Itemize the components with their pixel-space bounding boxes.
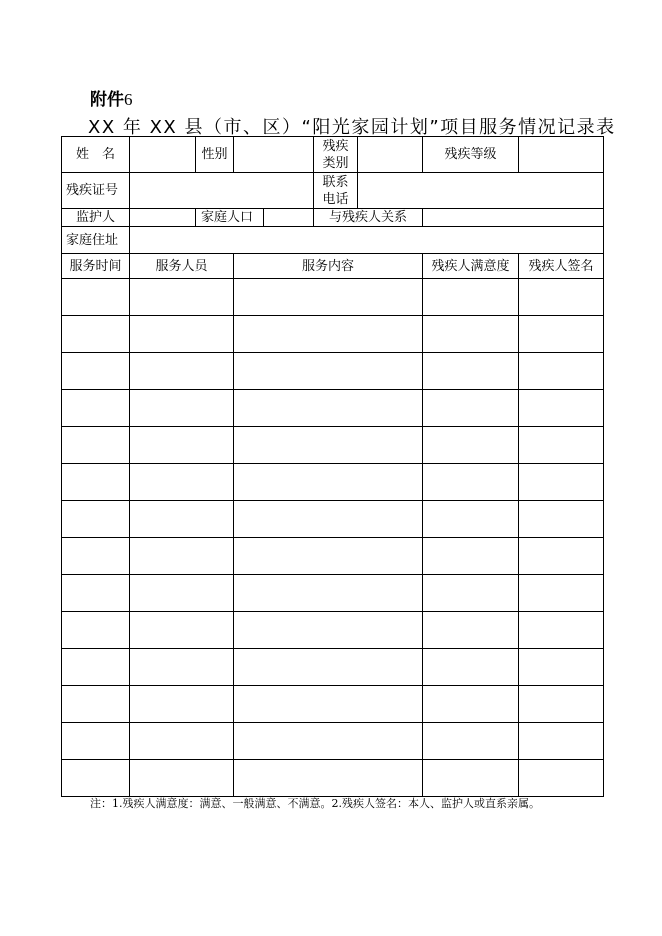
service-row [62, 279, 604, 316]
header-signature: 残疾人签名 [519, 254, 604, 279]
service-cell[interactable] [62, 353, 130, 390]
service-cell[interactable] [130, 649, 234, 686]
service-cell[interactable] [234, 279, 423, 316]
service-cell[interactable] [130, 464, 234, 501]
service-cell[interactable] [130, 316, 234, 353]
service-cell[interactable] [62, 723, 130, 760]
header-service-time: 服务时间 [62, 254, 130, 279]
service-cell[interactable] [62, 760, 130, 797]
disability-cert-cell[interactable] [130, 173, 314, 209]
header-satisfaction: 残疾人满意度 [423, 254, 519, 279]
service-row [62, 390, 604, 427]
service-cell[interactable] [62, 686, 130, 723]
service-cell[interactable] [519, 353, 604, 390]
service-cell[interactable] [423, 427, 519, 464]
service-cell[interactable] [519, 316, 604, 353]
gender-label: 性别 [196, 137, 234, 173]
service-row [62, 723, 604, 760]
household-label: 家庭人口 [196, 209, 314, 227]
relation-cell[interactable] [423, 209, 604, 227]
service-cell[interactable] [423, 686, 519, 723]
service-cell[interactable] [519, 390, 604, 427]
service-cell[interactable] [423, 501, 519, 538]
service-cell[interactable] [519, 686, 604, 723]
service-cell[interactable] [423, 760, 519, 797]
service-cell[interactable] [423, 538, 519, 575]
disability-type-label: 残疾类别 [314, 137, 358, 173]
service-cell[interactable] [234, 427, 423, 464]
service-row [62, 464, 604, 501]
service-cell[interactable] [423, 575, 519, 612]
service-cell[interactable] [519, 575, 604, 612]
service-cell[interactable] [234, 538, 423, 575]
service-cell[interactable] [519, 538, 604, 575]
disability-cert-label: 残疾证号 [62, 173, 130, 209]
service-cell[interactable] [62, 575, 130, 612]
service-cell[interactable] [234, 316, 423, 353]
service-cell[interactable] [62, 538, 130, 575]
service-row [62, 316, 604, 353]
service-cell[interactable] [62, 501, 130, 538]
form-title: XX 年 XX 县（市、区）“阳光家园计划”项目服务情况记录表 [88, 117, 616, 138]
service-cell[interactable] [130, 612, 234, 649]
service-cell[interactable] [519, 723, 604, 760]
service-cell[interactable] [130, 575, 234, 612]
service-cell[interactable] [519, 501, 604, 538]
service-row [62, 575, 604, 612]
guardian-cell[interactable] [130, 209, 196, 227]
service-cell[interactable] [130, 760, 234, 797]
service-cell[interactable] [234, 686, 423, 723]
service-cell[interactable] [234, 760, 423, 797]
service-cell[interactable] [130, 538, 234, 575]
gender-cell[interactable] [234, 137, 314, 173]
service-cell[interactable] [423, 353, 519, 390]
service-cell[interactable] [234, 501, 423, 538]
service-cell[interactable] [423, 316, 519, 353]
service-row [62, 538, 604, 575]
service-cell[interactable] [130, 427, 234, 464]
service-cell[interactable] [62, 612, 130, 649]
service-row [62, 649, 604, 686]
guardian-label: 监护人 [62, 209, 130, 227]
service-cell[interactable] [423, 390, 519, 427]
service-cell[interactable] [519, 464, 604, 501]
service-cell[interactable] [130, 723, 234, 760]
service-cell[interactable] [62, 464, 130, 501]
service-cell[interactable] [423, 279, 519, 316]
service-cell[interactable] [62, 279, 130, 316]
service-cell[interactable] [234, 723, 423, 760]
service-cell[interactable] [234, 353, 423, 390]
service-row [62, 686, 604, 723]
service-cell[interactable] [423, 464, 519, 501]
service-cell[interactable] [62, 427, 130, 464]
service-cell[interactable] [234, 575, 423, 612]
attachment-label: 附件6 [90, 90, 133, 110]
header-service-staff: 服务人员 [130, 254, 234, 279]
service-cell[interactable] [234, 612, 423, 649]
service-cell[interactable] [423, 649, 519, 686]
service-cell[interactable] [130, 279, 234, 316]
service-row [62, 427, 604, 464]
name-label: 姓 名 [62, 137, 130, 173]
service-row [62, 353, 604, 390]
service-cell[interactable] [423, 723, 519, 760]
service-cell[interactable] [234, 390, 423, 427]
service-cell[interactable] [130, 501, 234, 538]
service-cell[interactable] [519, 427, 604, 464]
service-cell[interactable] [62, 649, 130, 686]
address-cell[interactable] [130, 227, 604, 254]
service-cell[interactable] [62, 390, 130, 427]
service-record-table [61, 136, 604, 797]
service-cell[interactable] [519, 649, 604, 686]
address-label: 家庭住址 [62, 227, 130, 254]
phone-cell[interactable] [358, 173, 604, 209]
service-cell[interactable] [234, 464, 423, 501]
service-row [62, 612, 604, 649]
header-service-content: 服务内容 [234, 254, 423, 279]
service-cell[interactable] [519, 612, 604, 649]
disability-level-label: 残疾等级 [423, 137, 519, 173]
phone-label: 联系电话 [314, 173, 358, 209]
service-cell[interactable] [130, 353, 234, 390]
service-cell[interactable] [234, 649, 423, 686]
disability-type-cell[interactable] [358, 137, 423, 173]
name-cell[interactable] [130, 137, 196, 173]
service-cell[interactable] [519, 279, 604, 316]
footnote: 注：1.残疾人满意度：满意、一般满意、不满意。2.残疾人签名：本人、监护人或直系亲属。 [90, 797, 540, 810]
service-row [62, 760, 604, 797]
service-row [62, 501, 604, 538]
service-cell[interactable] [519, 760, 604, 797]
service-cell[interactable] [130, 390, 234, 427]
service-cell[interactable] [130, 686, 234, 723]
service-cell[interactable] [62, 316, 130, 353]
service-cell[interactable] [423, 612, 519, 649]
relation-label: 与残疾人关系 [314, 209, 423, 227]
disability-level-cell[interactable] [519, 137, 604, 173]
